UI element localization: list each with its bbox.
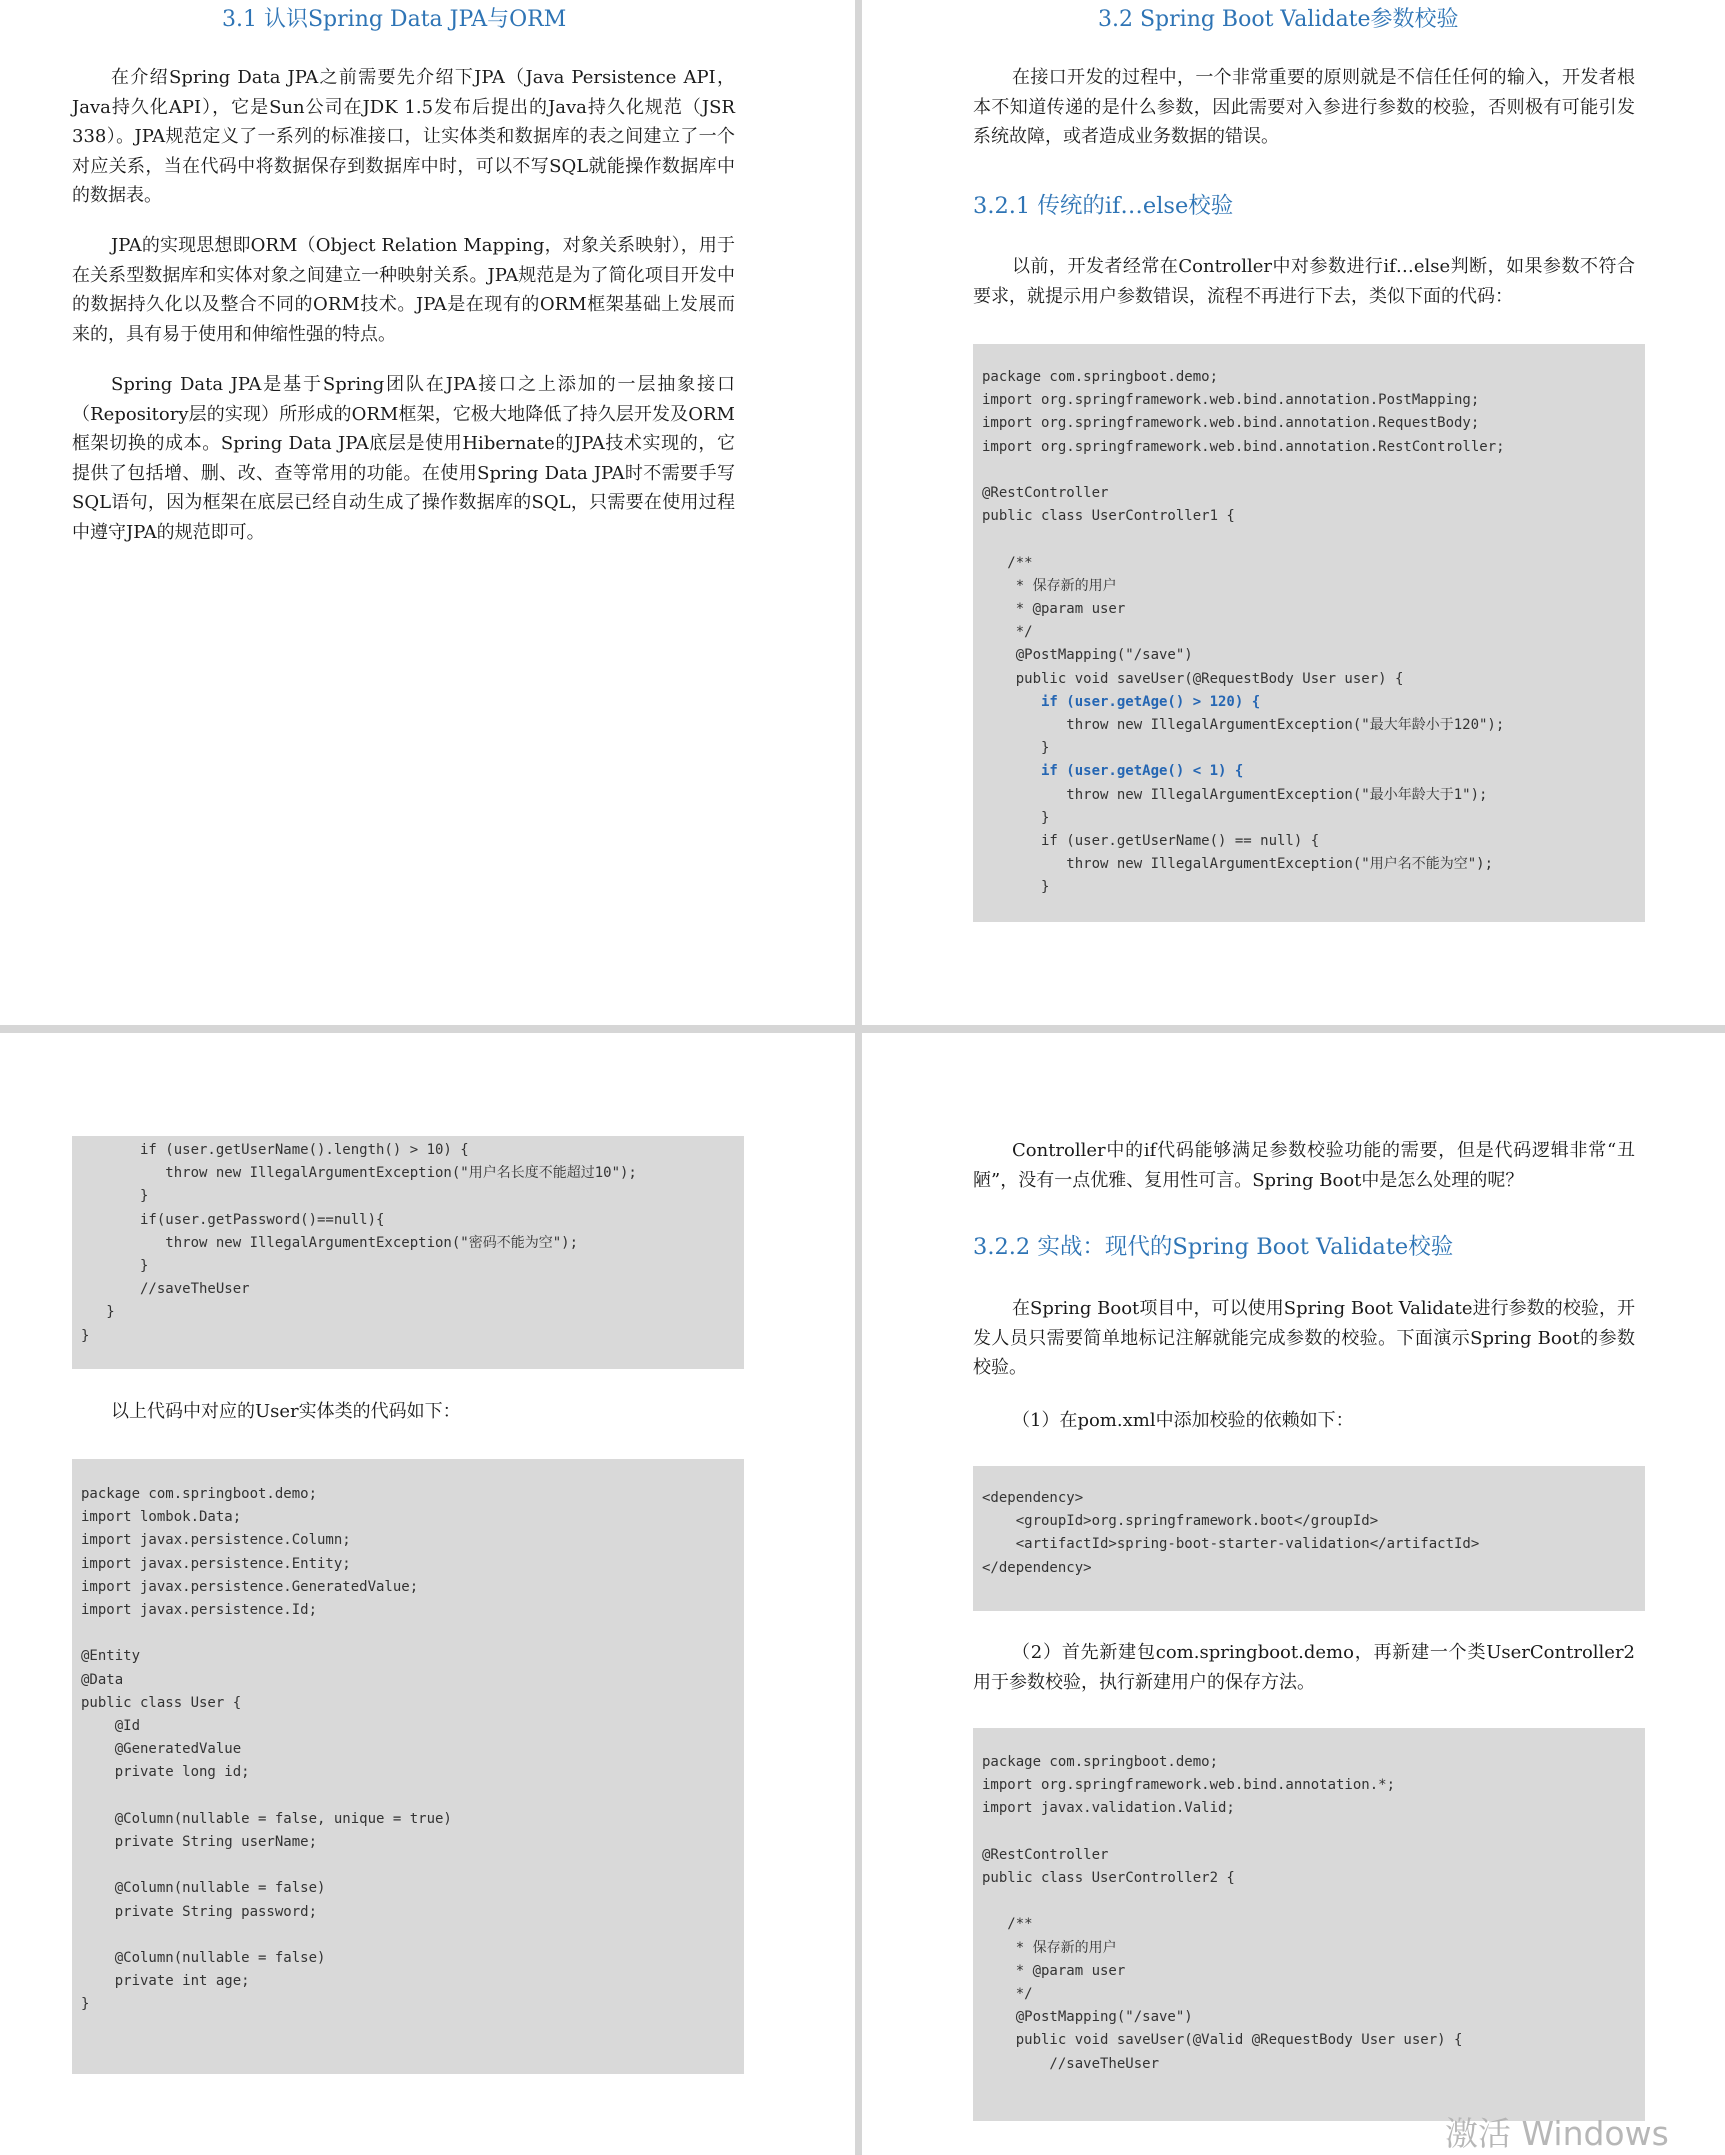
paragraph-orm: JPA的实现思想即ORM（Object Relation Mapping，对象关系映射），用于在关系型数据库和实体对象之间建立一种映射关系。JPA规范是为了简化项目开发中的数据持久化以及整合不同的ORM技术。JPA是在现有的ORM框架基础上发展而来的，具有易于使用和伸缩性强的特点。 [72, 235, 735, 345]
code-block-usercontroller1-continued [72, 1136, 744, 1369]
paragraph-spring-data-jpa: Spring Data JPA是基于Spring团队在JPA接口之上添加的一层抽象接口（Repository层的实现）所形成的ORM框架，它极大地降低了持久层开发及ORM框架切换的成本。Spring Data JPA底层是使用Hibernate的JPA技术实现的，它提供了包括增、删、改、查等常用的功能。在使用Spring Data JPA时不需要手写SQL语句，因为框架在底层已经自动生成了操作数据库的SQL，只需要在使用过程中遵守JPA的规范即可。 [72, 374, 735, 543]
page-divider-vertical [855, 0, 862, 2155]
paragraph-validate-intro: 在接口开发的过程中，一个非常重要的原则就是不信任任何的输入，开发者根本不知道传递的是什么参数，因此需要对入参进行参数的校验，否则极有可能引发系统故障，或者造成业务数据的错误。 [973, 67, 1635, 147]
windows-activation-watermark: 激活 Windows [1445, 2114, 1669, 2153]
section-heading-3-1: 3.1 认识Spring Data JPA与ORM [222, 7, 567, 32]
code-text: package com.springboot.demo; import org.springframework.web.bind.annotation.PostMapping; import org.springframework.web.bind.annotation.RequestBody; import org.springframework.web.bind.annotation.RestController; @RestController public class UserController1 { /** * 保存新的用户 * @param user */ @PostMapping("/save") public void saveUser(@RequestBody User user) { if (user.getAge() > 120) { throw new IllegalArgumentException("最大年龄小于120"); } if (user.getAge() < 1) { throw new IllegalArgumentException("最小年龄大于1"); } if (user.getUserName() == null) { throw new IllegalArgumentException("用户名不能为空"); } [982, 369, 1505, 896]
paragraph-jpa-intro: 在介绍Spring Data JPA之前需要先介绍下JPA（Java Persistence API，Java持久化API），它是Sun公司在JDK 1.5发布后提出的Java持久化规范（JSR 338）。JPA规范定义了一系列的标准接口，让实体类和数据库的表之间建立了一个对应关系，当在代码中将数据保存到数据库中时，可以不写SQL就能操作数据库中的数据表。 [72, 67, 735, 206]
subsection-heading-3-2-1: 3.2.1 传统的if…else校验 [973, 193, 1234, 219]
code-block-pom-dependency [973, 1466, 1645, 1611]
paragraph-if-else: 以前，开发者经常在Controller中对参数进行if…else判断，如果参数不符合要求，就提示用户参数错误，流程不再进行下去，类似下面的代码： [973, 256, 1635, 307]
paragraph-ugly-code: Controller中的if代码能够满足参数校验功能的需要，但是代码逻辑非常“丑陋”，没有一点优雅、复用性可言。Spring Boot中是怎么处理的呢？ [973, 1140, 1635, 1191]
page-2 [862, 0, 1725, 1025]
code-text: package com.springboot.demo; import org.springframework.web.bind.annotation.*; import javax.validation.Valid; @RestController public class UserController2 { /** * 保存新的用户 * @param user */ @PostMapping("/save") public void saveUser(@Valid @RequestBody User user) { //saveTheUser [982, 1754, 1463, 2072]
code-text: package com.springboot.demo; import lombok.Data; import javax.persistence.Column; import javax.persistence.Entity; import javax.persistence.GeneratedValue; import javax.persistence.Id; @Entity @Data public class User { @Id @GeneratedValue private long id; @Column(nullable = false, unique = true) private String userName; @Column(nullable = false) private String password; @Column(nullable = false) private int age; } [81, 1486, 452, 2013]
code-text: <dependency> <groupId>org.springframework.boot</groupId> <artifactId>spring-boot-starter-validation</artifactId> </dependency> [982, 1490, 1480, 1576]
page-3 [0, 1033, 855, 2155]
code-block-usercontroller1 [973, 344, 1645, 922]
code-block-usercontroller2 [973, 1728, 1645, 2121]
page-divider-horizontal [0, 1025, 1725, 1033]
page-1 [0, 0, 855, 1025]
code-text: if (user.getUserName().length() > 10) { throw new IllegalArgumentException("用户名长度不能超过10"); } if(user.getPassword()==null){ throw new IllegalArgumentException("密码不能为空"); } //saveTheUser } } [81, 1142, 637, 1344]
step-1-text: （1）在pom.xml中添加校验的依赖如下： [1012, 1410, 1354, 1431]
paragraph-user-entity: 以上代码中对应的User实体类的代码如下： [111, 1401, 461, 1422]
page-4 [862, 1033, 1725, 2155]
section-heading-3-2: 3.2 Spring Boot Validate参数校验 [1098, 7, 1459, 32]
subsection-heading-3-2-2: 3.2.2 实战：现代的Spring Boot Validate校验 [973, 1234, 1454, 1260]
paragraph-modern-validate: 在Spring Boot项目中，可以使用Spring Boot Validate进行参数的校验，开发人员只需要简单地标记注解就能完成参数的校验。下面演示Spring Boot的参数校验。 [973, 1298, 1635, 1378]
code-block-user-entity [72, 1459, 744, 2074]
step-2-text: （2）首先新建包com.springboot.demo，再新建一个类UserController2用于参数校验，执行新建用户的保存方法。 [973, 1642, 1635, 1693]
